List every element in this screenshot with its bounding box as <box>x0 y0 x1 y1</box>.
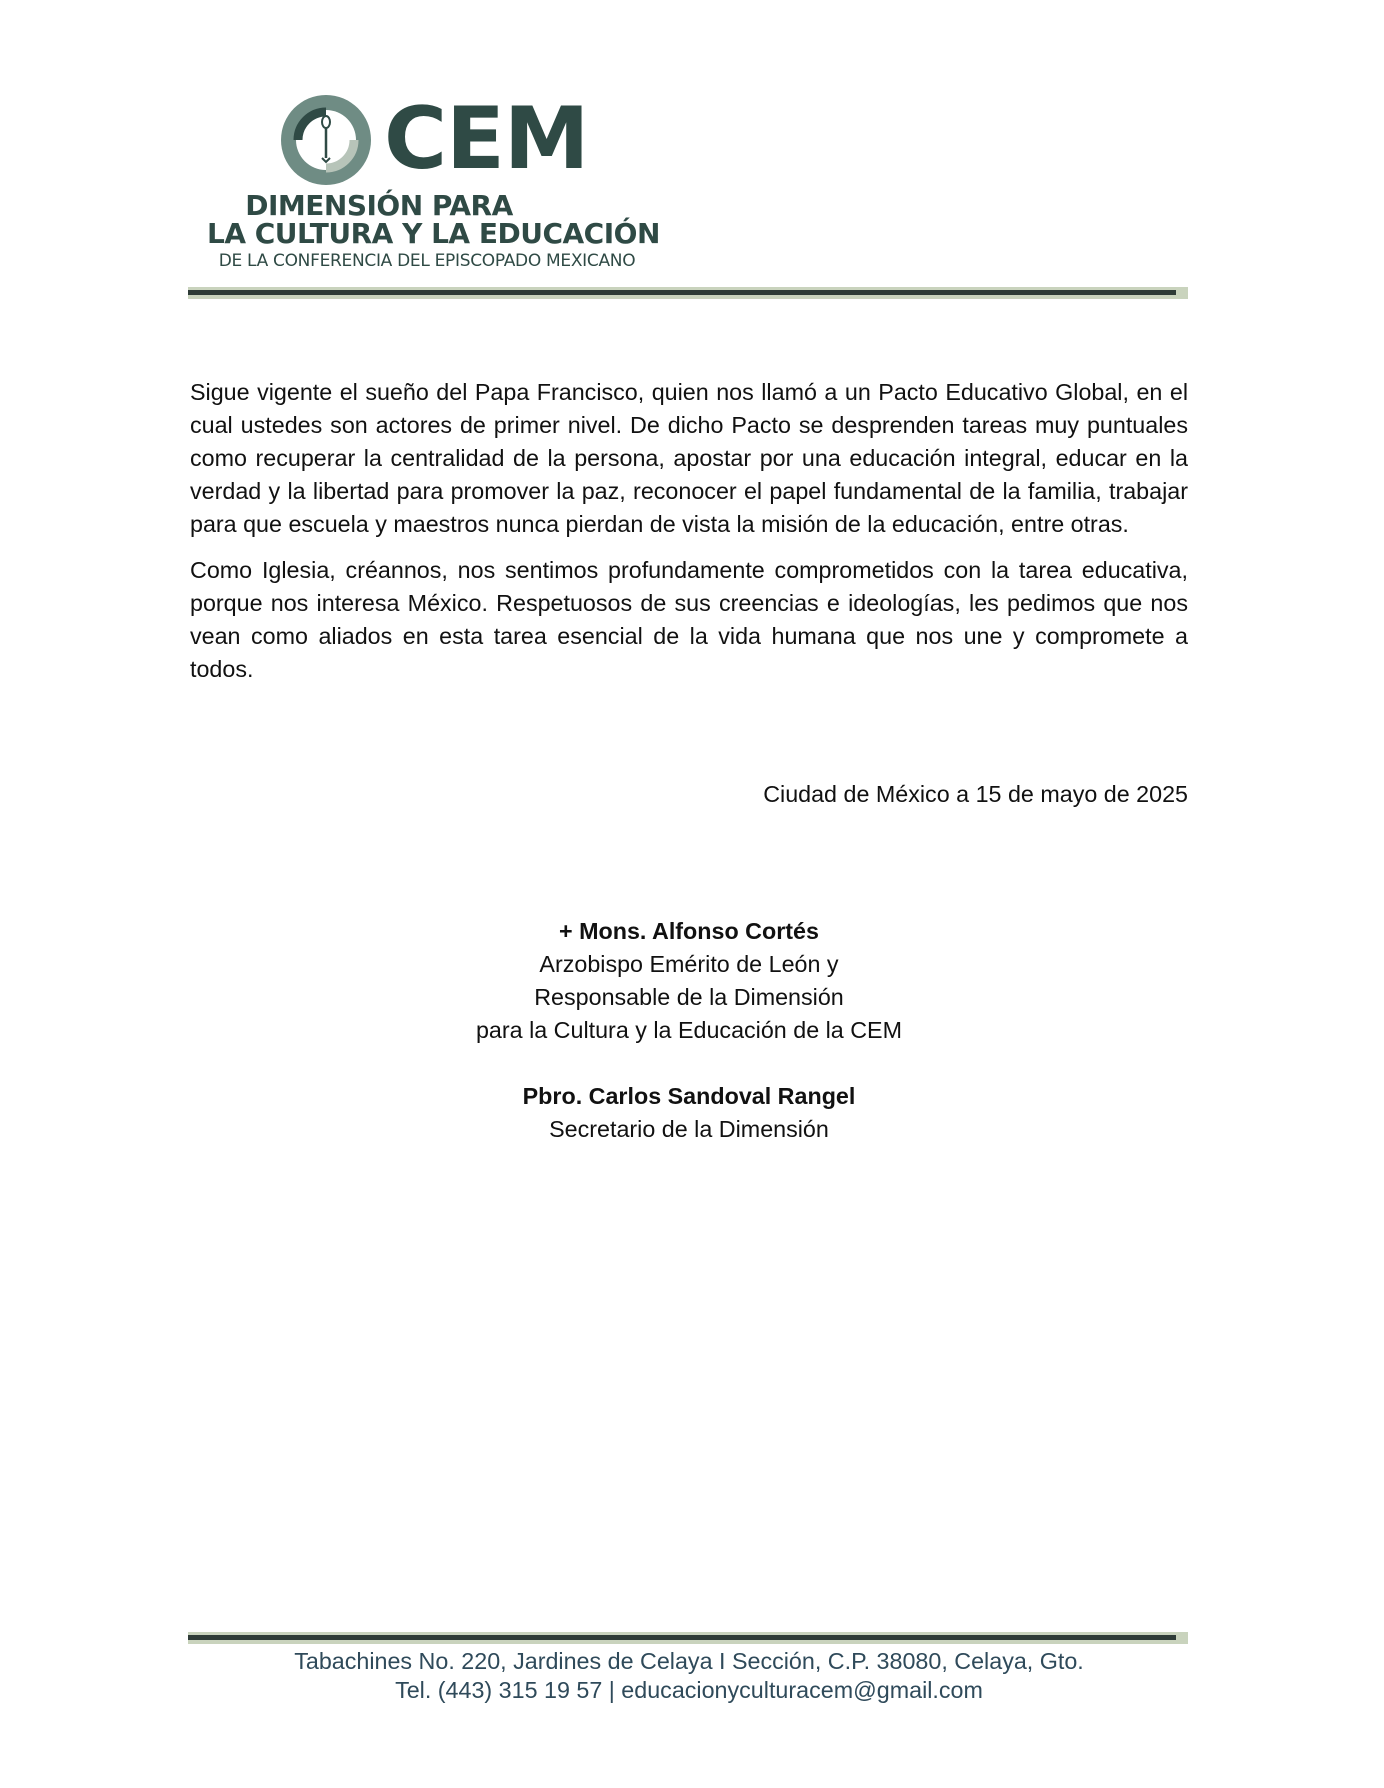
signatory-title-line: para la Cultura y la Educación de la CEM <box>475 1017 903 1043</box>
logo-brand: CEM <box>384 89 589 189</box>
place-date: Ciudad de México a 15 de mayo de 2025 <box>763 781 1188 807</box>
signature-block <box>190 915 1188 1047</box>
signatory-title-line: Secretario de la Dimensión <box>549 1116 829 1142</box>
signatory-name: Pbro. Carlos Sandoval Rangel <box>522 1083 856 1109</box>
letter-body <box>190 376 1188 699</box>
paragraph: Como Iglesia, créannos, nos sentimos profundamente comprometidos con la tarea educativa, porque nos interesa México. Respetuosos de sus creencias e ideologías, les pedimos que nos vean como aliados en esta tarea esencial de la vida humana que nos une y compromete a todos. <box>190 557 1188 682</box>
signature-section <box>190 915 1188 1146</box>
header-divider <box>188 287 1188 299</box>
cem-emblem-icon <box>278 92 374 188</box>
footer <box>190 1647 1188 1705</box>
logo-line-2: LA CULTURA Y LA EDUCACIÓN <box>207 217 660 250</box>
logo-line-1: DIMENSIÓN PARA <box>245 189 513 222</box>
footer-contact: Tel. (443) 315 19 57 | educacionyculturacem@gmail.com <box>395 1677 983 1703</box>
paragraph: Sigue vigente el sueño del Papa Francisco, quien nos llamó a un Pacto Educativo Global, en el cual ustedes son actores de primer nivel. De dicho Pacto se desprenden tareas muy puntuales como recuperar la centralidad de la persona, apostar por una educación integral, educar en la verdad y la libertad para promover la paz, reconocer el papel fundamental de la familia, trabajar para que escuela y maestros nunca pierdan de vista la misión de la educación, entre otras. <box>190 379 1188 537</box>
footer-address: Tabachines No. 220, Jardines de Celaya I Sección, C.P. 38080, Celaya, Gto. <box>294 1648 1084 1674</box>
signatory-title-line: Responsable de la Dimensión <box>534 984 844 1010</box>
footer-divider <box>188 1632 1188 1644</box>
logo-line-3: DE LA CONFERENCIA DEL EPISCOPADO MEXICANO <box>218 251 636 271</box>
signature-block <box>190 1080 1188 1146</box>
signatory-title-line: Arzobispo Emérito de León y <box>539 951 839 977</box>
signatory-name: + Mons. Alfonso Cortés <box>559 918 819 944</box>
